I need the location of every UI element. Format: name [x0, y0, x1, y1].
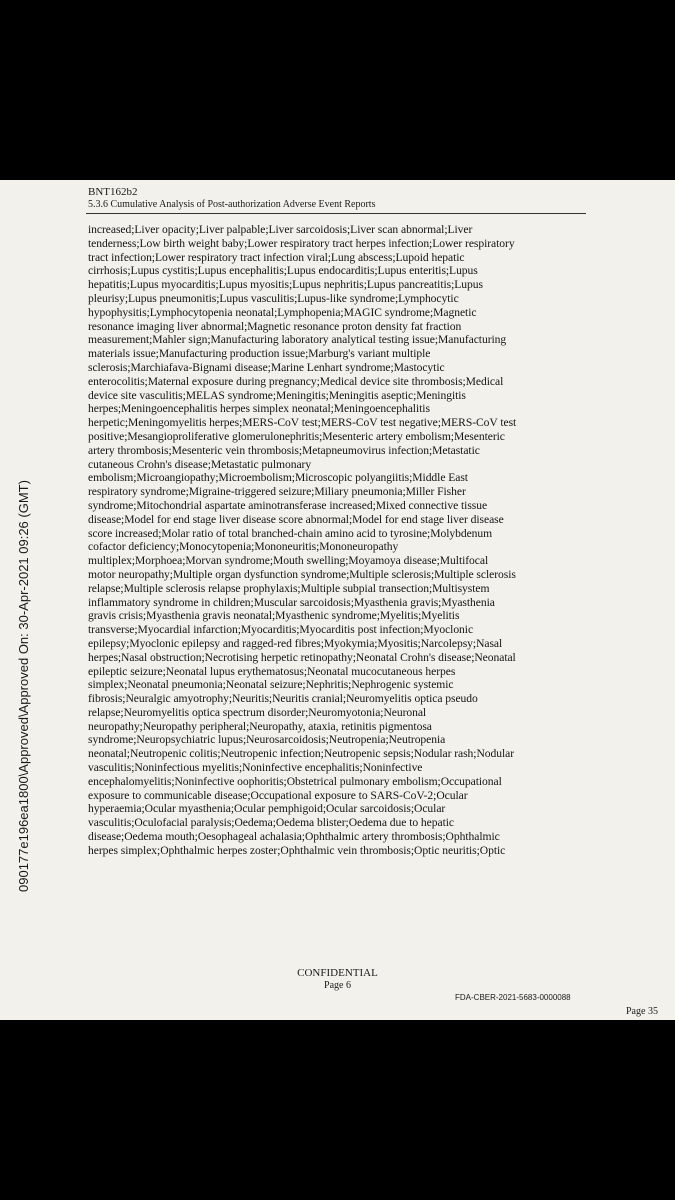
body-line: neuropathy;Neuropathy peripheral;Neuropathy, ataxia, retinitis pigmentosa	[88, 719, 432, 733]
body-line: disease;Model for end stage liver disease score abnormal;Model for end stage liver disease	[88, 512, 504, 526]
adverse-event-list-text	[88, 223, 593, 858]
body-line: encephalomyelitis;Noninfective oophoritis;Obstetrical pulmonary embolism;Occupational	[88, 774, 502, 788]
body-line: hypophysitis;Lymphocytopenia neonatal;Lymphopenia;MAGIC syndrome;Magnetic	[88, 305, 477, 319]
body-line: device site vasculitis;MELAS syndrome;Meningitis;Meningitis aseptic;Meningitis	[88, 388, 466, 402]
footer-confidential: CONFIDENTIAL	[297, 967, 378, 979]
body-line: cofactor deficiency;Monocytopenia;Mononeuritis;Mononeuropathy	[88, 540, 399, 554]
bottom-black-bar	[0, 1020, 675, 1200]
body-line: pleurisy;Lupus pneumonitis;Lupus vasculitis;Lupus-like syndrome;Lymphocytic	[88, 291, 459, 305]
body-line: score increased;Molar ratio of total branched-chain amino acid to tyrosine;Molybdenum	[88, 526, 493, 540]
body-line: transverse;Myocardial infarction;Myocarditis;Myocarditis post infection;Myoclonic	[88, 623, 474, 637]
body-line: relapse;Neuromyelitis optica spectrum disorder;Neuromyotonia;Neuronal	[88, 705, 427, 719]
body-line: multiplex;Morphoea;Morvan syndrome;Mouth swelling;Moyamoya disease;Multifocal	[88, 554, 489, 568]
body-line: relapse;Multiple sclerosis relapse prophylaxis;Multiple subpial transection;Multisystem	[88, 581, 490, 595]
body-line: syndrome;Neuropsychiatric lupus;Neurosarcoidosis;Neutropenia;Neutropenia	[88, 733, 446, 747]
header-subtitle: 5.3.6 Cumulative Analysis of Post-authorization Adverse Event Reports	[88, 199, 376, 210]
body-line: fibrosis;Neuralgic amyotrophy;Neuritis;Neuritis cranial;Neuromyelitis optica pseudo	[88, 692, 478, 706]
body-line: epileptic seizure;Neonatal lupus erythematosus;Neonatal mucocutaneous herpes	[88, 664, 456, 678]
body-line: herpetic;Meningomyelitis herpes;MERS-CoV test;MERS-CoV test negative;MERS-CoV test	[88, 416, 517, 430]
body-line: enterocolitis;Maternal exposure during pregnancy;Medical device site thrombosis;Medical	[88, 374, 504, 388]
footer-page-number: Page 6	[324, 980, 351, 991]
body-line: respiratory syndrome;Migraine-triggered seizure;Miliary pneumonia;Miller Fisher	[88, 485, 466, 499]
body-line: tenderness;Low birth weight baby;Lower respiratory tract herpes infection;Lower respiratory	[88, 236, 515, 250]
document-page	[0, 180, 675, 1020]
top-black-bar	[0, 0, 675, 180]
body-line: epilepsy;Myoclonic epilepsy and ragged-red fibres;Myokymia;Myositis;Narcolepsy;Nasal	[88, 636, 503, 650]
body-line: vasculitis;Oculofacial paralysis;Oedema;Oedema blister;Oedema due to hepatic	[88, 816, 454, 830]
body-line: tract infection;Lower respiratory tract infection viral;Lung abscess;Lupoid hepatic	[88, 250, 465, 264]
body-line: herpes simplex;Ophthalmic herpes zoster;Ophthalmic vein thrombosis;Optic neuritis;Optic	[88, 843, 506, 857]
body-line: vasculitis;Noninfectious myelitis;Noninfective encephalitis;Noninfective	[88, 761, 423, 775]
header-rule	[86, 213, 586, 214]
body-line: hepatitis;Lupus myocarditis;Lupus myositis;Lupus nephritis;Lupus pancreatitis;Lupus	[88, 278, 483, 292]
body-line: cirrhosis;Lupus cystitis;Lupus encephalitis;Lupus endocarditis;Lupus enteritis;Lupus	[88, 264, 478, 278]
body-line: hyperaemia;Ocular myasthenia;Ocular pemphigoid;Ocular sarcoidosis;Ocular	[88, 802, 446, 816]
body-line: positive;Mesangioproliferative glomerulonephritis;Mesenteric artery embolism;Mesenteric	[88, 429, 505, 443]
body-line: herpes;Nasal obstruction;Necrotising herpetic retinopathy;Neonatal Crohn's disease;Neonatal	[88, 650, 516, 664]
body-line: embolism;Microangiopathy;Microembolism;Microscopic polyangiitis;Middle East	[88, 471, 468, 485]
body-line: neonatal;Neutropenic colitis;Neutropenic infection;Neutropenic sepsis;Nodular rash;Nodular	[88, 747, 515, 761]
body-line: increased;Liver opacity;Liver palpable;Liver sarcoidosis;Liver scan abnormal;Liver	[88, 223, 473, 236]
footer-outer-page-number: Page 35	[626, 1006, 658, 1017]
body-line: resonance imaging liver abnormal;Magnetic resonance proton density fat fraction	[88, 319, 462, 333]
footer-fda-id: FDA-CBER-2021-5683-0000088	[455, 993, 571, 1002]
body-line: syndrome;Mitochondrial aspartate aminotransferase increased;Mixed connective tissue	[88, 498, 488, 512]
body-line: materials issue;Manufacturing production issue;Marburg's variant multiple	[88, 347, 431, 361]
body-line: herpes;Meningoencephalitis herpes simplex neonatal;Meningoencephalitis	[88, 402, 430, 416]
body-line: exposure to communicable disease;Occupational exposure to SARS-CoV-2;Ocular	[88, 788, 468, 802]
body-line: sclerosis;Marchiafava-Bignami disease;Marine Lenhart syndrome;Mastocytic	[88, 360, 445, 374]
body-line: inflammatory syndrome in children;Muscular sarcoidosis;Myasthenia gravis;Myasthenia	[88, 595, 495, 609]
body-line: measurement;Mahler sign;Manufacturing laboratory analytical testing issue;Manufacturing	[88, 333, 507, 347]
body-line: motor neuropathy;Multiple organ dysfunction syndrome;Multiple sclerosis;Multiple sclerosis	[88, 567, 516, 581]
body-line: disease;Oedema mouth;Oesophageal achalasia;Ophthalmic artery thrombosis;Ophthalmic	[88, 830, 500, 844]
header-title: BNT162b2	[88, 186, 138, 198]
body-line: simplex;Neonatal pneumonia;Neonatal seizure;Nephritis;Nephrogenic systemic	[88, 678, 454, 692]
body-line: gravis crisis;Myasthenia gravis neonatal;Myasthenic syndrome;Myelitis;Myelitis	[88, 609, 460, 623]
approval-side-stamp: 090177e196ea1800\Approved\Approved On: 30-Apr-2021 09:26 (GMT)	[16, 480, 31, 892]
body-line: cutaneous Crohn's disease;Metastatic pulmonary	[88, 457, 312, 471]
body-line: artery thrombosis;Mesenteric vein thrombosis;Metapneumovirus infection;Metastatic	[88, 443, 480, 457]
